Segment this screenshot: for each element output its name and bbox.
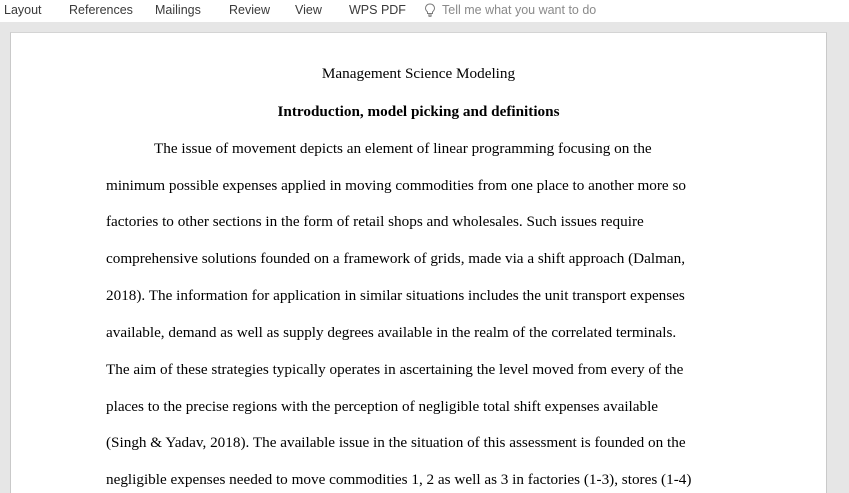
tab-references[interactable]: References <box>69 3 133 17</box>
paragraph-line: (Singh & Yadav, 2018). The available issue in the situation of this assessment is founded on the <box>106 434 686 451</box>
document-page[interactable] <box>10 32 827 493</box>
paragraph-line: comprehensive solutions founded on a framework of grids, made via a shift approach (Dalman, <box>106 250 686 267</box>
section-heading: Introduction, model picking and definitions <box>277 103 560 120</box>
tab-wps-pdf[interactable]: WPS PDF <box>349 3 406 17</box>
paragraph-line: negligible expenses needed to move commodities 1, 2 as well as 3 in factories (1-3), stores (1-4) <box>106 471 692 488</box>
paragraph-line: The aim of these strategies typically operates in ascertaining the level moved from every of the <box>106 361 684 378</box>
tab-view[interactable]: View <box>295 3 322 17</box>
paragraph-line: 2018). The information for application in similar situations includes the unit transport expenses <box>106 287 685 304</box>
tell-me-search[interactable] <box>424 3 596 17</box>
paragraph-line: places to the precise regions with the perception of negligible total shift expenses available <box>106 398 659 415</box>
ribbon-tab-bar <box>0 0 849 22</box>
tell-me-placeholder: Tell me what you want to do <box>442 3 597 17</box>
tab-review[interactable]: Review <box>229 3 270 17</box>
paragraph-line: minimum possible expenses applied in moving commodities from one place to another more so <box>106 177 686 194</box>
lightbulb-icon <box>424 3 436 17</box>
paragraph-line: factories to other sections in the form of retail shops and wholesales. Such issues require <box>106 213 644 230</box>
paragraph-line: The issue of movement depicts an element of linear programming focusing on the <box>154 140 652 157</box>
tab-mailings[interactable]: Mailings <box>155 3 201 17</box>
tab-layout[interactable]: Layout <box>4 3 42 17</box>
document-canvas[interactable] <box>0 22 849 493</box>
paragraph-line: available, demand as well as supply degrees available in the realm of the correlated terminals. <box>106 324 677 341</box>
document-title: Management Science Modeling <box>321 65 516 82</box>
